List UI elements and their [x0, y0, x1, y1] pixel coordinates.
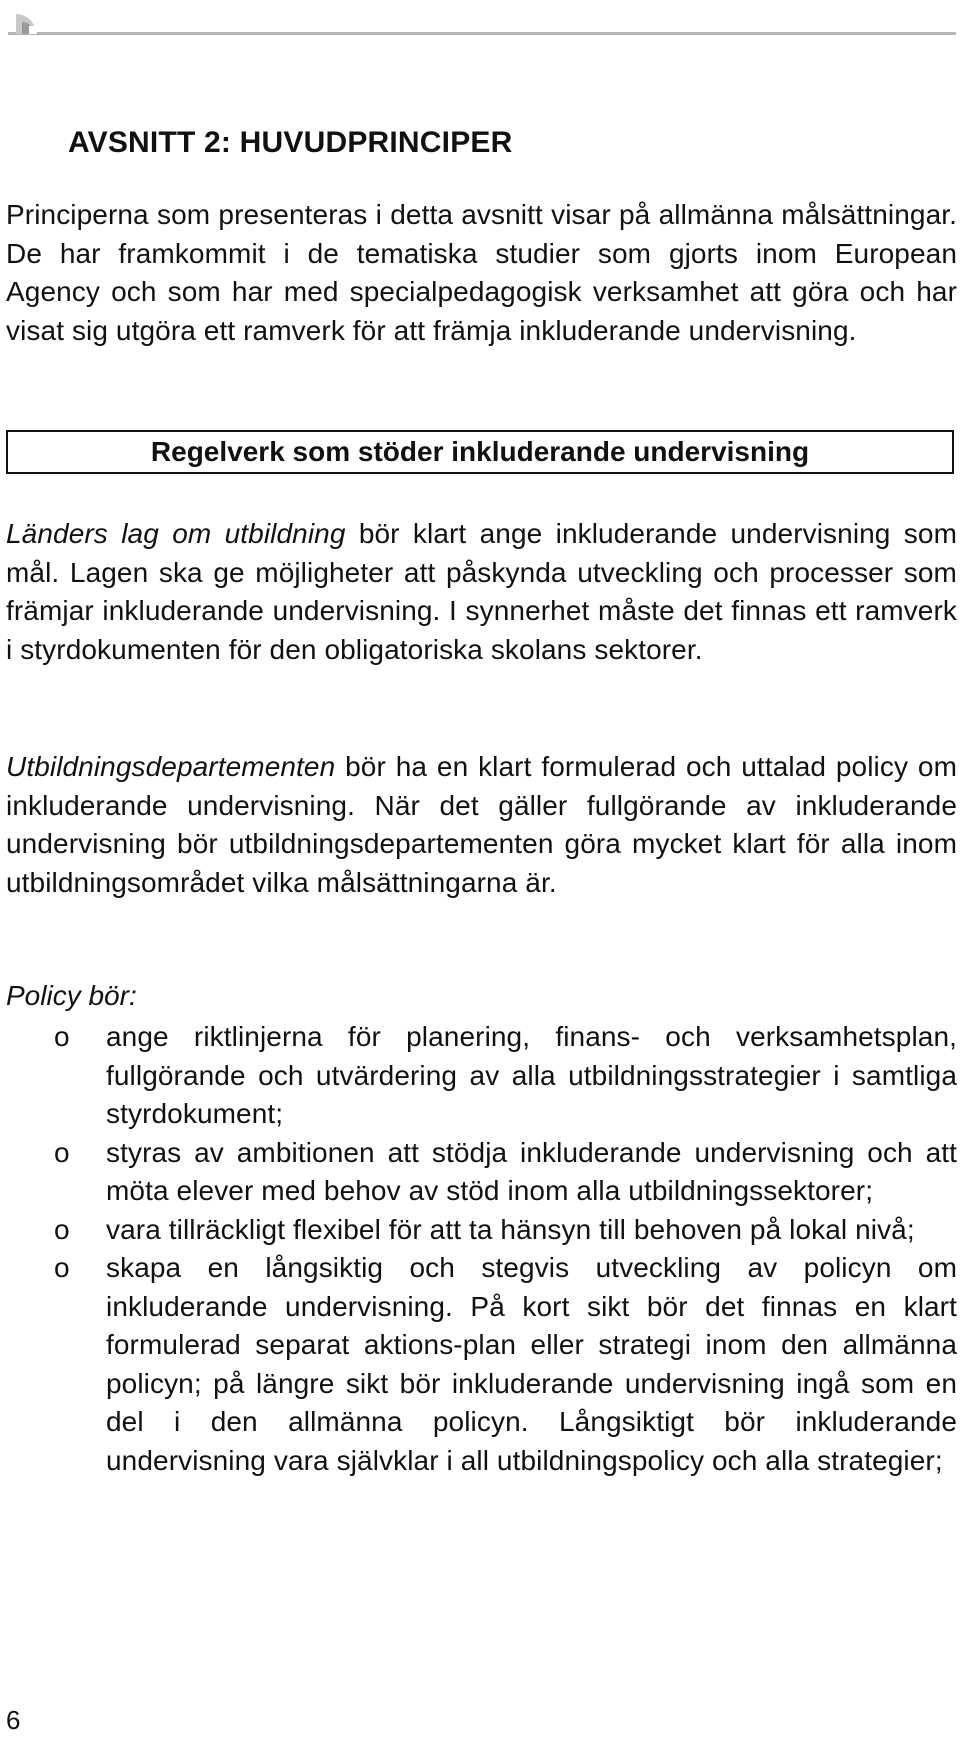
list-item-text: skapa en långsiktig och stegvis utveckling av policyn om inkluderande undervisning. På kort sikt bör det finnas en klart formulerad separat aktions-plan eller strategi inom den allmänna policyn; på längre sikt bör inkluderande undervisning ingå som en del i den allmänna policyn. Långsiktigt bör inkluderande undervisning vara självklar i all utbildningspolicy och alla strategier; [106, 1252, 957, 1476]
departments-paragraph [6, 748, 957, 902]
list-item [6, 1018, 957, 1134]
list-item [6, 1249, 957, 1480]
laws-paragraph [6, 515, 957, 669]
laws-lead: Länders lag om utbildning [6, 518, 346, 549]
header-rule [8, 32, 956, 35]
list-item-text: ange riktlinjerna för planering, finans- och verksamhetsplan, fullgörande och utvärdering av alla utbildningsstrategier i samtliga styrdokument; [106, 1021, 957, 1129]
departments-rest: bör ha en klart formulerad och uttalad policy om inkluderande undervisning. När det gäller fullgörande av inkluderande undervisning bör utbildningsdepartementen göra mycket klart för alla inom utbildningsområdet vilka målsättningarna är. [6, 751, 957, 898]
bullet-icon: o [54, 1213, 70, 1245]
policy-label: Policy bör: [6, 980, 137, 1011]
bullet-icon: o [54, 1021, 70, 1052]
bullet-icon: o [54, 1252, 70, 1283]
bullet-icon: o [54, 1136, 70, 1168]
policy-list [6, 1018, 957, 1480]
departments-lead: Utbildningsdepartementen [6, 751, 336, 782]
intro-paragraph: Principerna som presenteras i detta avsnitt visar på allmänna målsättningar. De har framkommit i de tematiska studier som gjorts inom European Agency och som har med specialpedagogisk verksamhet att göra och har visat sig utgöra ett ramverk för att främja inkluderande undervisning. [6, 199, 957, 346]
list-item-text: styras av ambitionen att stödja inkluderande undervisning och att möta elever med behov av stöd inom alla utbildningssektorer; [106, 1136, 957, 1206]
laws-rest: bör klart ange inkluderande undervisning som mål. Lagen ska ge möjligheter att påskynda utveckling och processer som främjar inkluderande undervisning. I synnerhet måste det finnas ett ramverk i styrdokumenten för den obligatoriska skolans sektorer. [6, 518, 957, 665]
list-item [6, 1211, 957, 1250]
section-heading: AVSNITT 2: HUVUDPRINCIPER [68, 126, 513, 159]
page-number: 6 [6, 1705, 21, 1735]
quarter-circle-logo-icon [12, 8, 62, 36]
boxed-subheading [6, 430, 954, 474]
list-item-text: vara tillräckligt flexibel för att ta hänsyn till behoven på lokal nivå; [106, 1213, 915, 1245]
boxed-subheading-text: Regelverk som stöder inkluderande undervisning [150, 436, 810, 467]
list-item [6, 1134, 957, 1211]
